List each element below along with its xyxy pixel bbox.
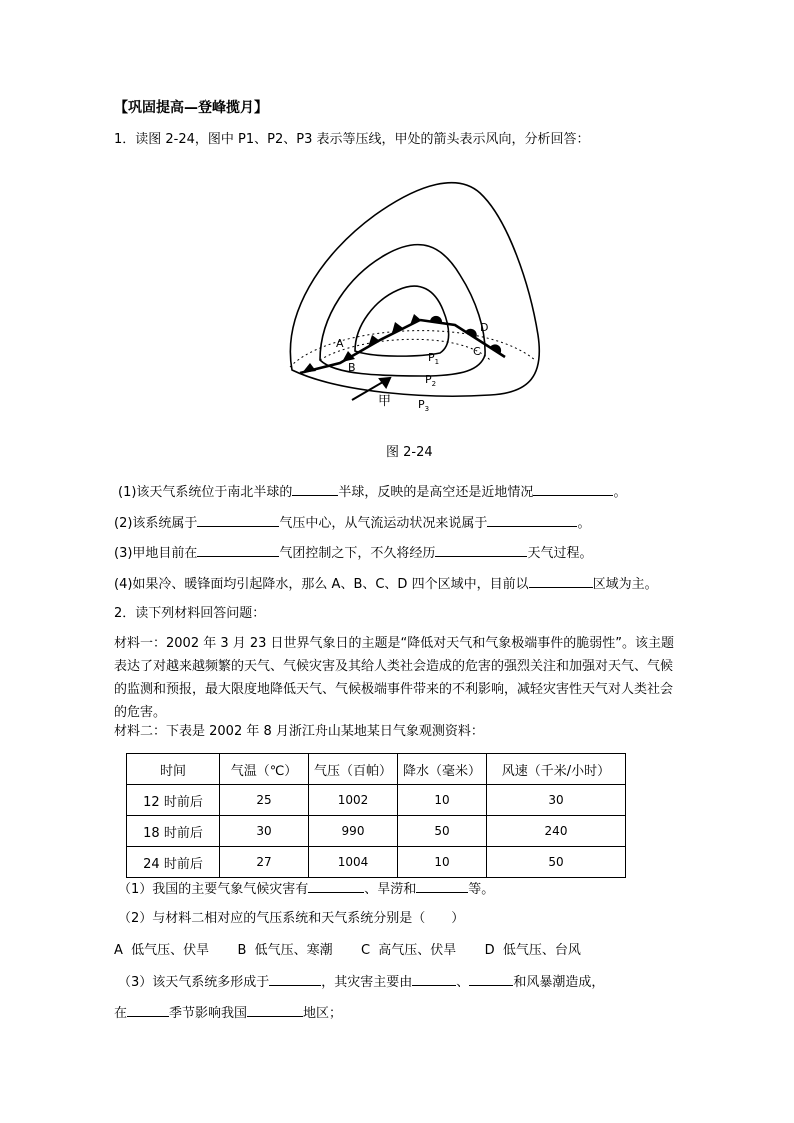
question-1-stem: 1．读图 2-24，图中 P1、P2、P3 表示等压线，甲处的箭头表示风向，分析回答： bbox=[114, 132, 590, 147]
region-label-a: A bbox=[336, 337, 344, 350]
q2-sub3-text-e: 在 bbox=[114, 1006, 128, 1021]
table-cell: 1004 bbox=[309, 847, 398, 878]
q1-sub2 bbox=[114, 513, 590, 533]
q2-sub1-text-a: （1）我国的主要气象气候灾害有 bbox=[118, 882, 309, 897]
isobar-label-p1: $P_1$ bbox=[428, 351, 440, 366]
q1-sub1 bbox=[118, 482, 626, 502]
q1-sub4 bbox=[114, 574, 658, 594]
q1-sub1-text-b: 半球，反映的是高空还是近地情况 bbox=[338, 485, 534, 500]
question-2-stem: 2．读下列材料回答问题： bbox=[114, 606, 266, 621]
answer-blank[interactable] bbox=[469, 972, 513, 986]
q2-sub3-text-g: 地区； bbox=[303, 1006, 343, 1021]
table-header: 时间 bbox=[127, 754, 220, 785]
table-header: 风速（千米/小时） bbox=[487, 754, 626, 785]
table-cell: 990 bbox=[309, 816, 398, 847]
region-label-b: B bbox=[348, 361, 356, 374]
table-cell: 50 bbox=[398, 816, 487, 847]
table-cell: 24 时前后 bbox=[127, 847, 220, 878]
q1-sub4-text-a: (4)如果冷、暖锋面均引起降水，那么 A、B、C、D 四个区域中，目前以 bbox=[114, 577, 529, 592]
table-cell: 27 bbox=[220, 847, 309, 878]
q2-sub2: （2）与材料二相对应的气压系统和天气系统分别是（ ） bbox=[118, 911, 465, 926]
table-cell: 25 bbox=[220, 785, 309, 816]
q2-sub3-text-d: 和风暴潮造成， bbox=[513, 975, 605, 990]
material-2: 材料二：下表是 2002 年 8 月浙江舟山某地某日气象观测资料： bbox=[114, 724, 484, 739]
table-cell: 30 bbox=[487, 785, 626, 816]
region-label-c: C bbox=[473, 345, 481, 358]
q1-sub3-text-c: 天气过程。 bbox=[527, 546, 593, 561]
table-cell: 12 时前后 bbox=[127, 785, 220, 816]
answer-blank[interactable] bbox=[127, 1003, 169, 1017]
isobar-label-p2: $P_2$ bbox=[425, 373, 437, 388]
q1-sub2-text-b: 气压中心，从气流运动状况来说属于 bbox=[279, 516, 488, 531]
wind-arrow-head bbox=[380, 378, 390, 387]
isobar-label-p3: $P_3$ bbox=[418, 398, 430, 413]
answer-blank[interactable] bbox=[292, 482, 338, 496]
section-title: 【巩固提高—登峰揽月】 bbox=[114, 100, 268, 116]
answer-blank[interactable] bbox=[487, 513, 577, 527]
q1-sub4-text-b: 区域为主。 bbox=[592, 577, 658, 592]
answer-blank[interactable] bbox=[308, 879, 364, 893]
table-row bbox=[127, 847, 626, 878]
table-row bbox=[127, 785, 626, 816]
table-cell: 10 bbox=[398, 785, 487, 816]
q2-sub1-text-b: 、旱涝和 bbox=[364, 882, 417, 897]
option-a[interactable]: A 低气压、伏旱 bbox=[114, 943, 210, 958]
q2-sub3-text-b: ，其灾害主要由 bbox=[321, 975, 413, 990]
table-cell: 50 bbox=[487, 847, 626, 878]
q1-sub1-text-c: 。 bbox=[613, 485, 627, 500]
q1-sub2-text-c: 。 bbox=[577, 516, 591, 531]
answer-blank[interactable] bbox=[529, 574, 593, 588]
option-c[interactable]: C 高气压、伏旱 bbox=[360, 943, 457, 958]
table-row bbox=[127, 816, 626, 847]
answer-blank[interactable] bbox=[269, 972, 321, 986]
answer-blank[interactable] bbox=[412, 972, 456, 986]
table-cell: 240 bbox=[487, 816, 626, 847]
q2-sub3-line1 bbox=[118, 972, 604, 992]
table-header: 降水（毫米） bbox=[398, 754, 487, 785]
table-header: 气温（℃） bbox=[220, 754, 309, 785]
answer-blank[interactable] bbox=[435, 543, 527, 557]
answer-blank[interactable] bbox=[247, 1003, 303, 1017]
answer-blank[interactable] bbox=[416, 879, 468, 893]
q1-sub3-text-a: (3)甲地目前在 bbox=[114, 546, 198, 561]
answer-blank[interactable] bbox=[197, 513, 279, 527]
observation-table bbox=[126, 753, 626, 878]
option-b[interactable]: B 低气压、寒潮 bbox=[237, 943, 333, 958]
cold-front-symbol bbox=[368, 335, 380, 347]
answer-blank[interactable] bbox=[197, 543, 279, 557]
answer-blank[interactable] bbox=[533, 482, 613, 496]
q2-sub3-line2 bbox=[114, 1003, 342, 1023]
material-1: 材料一：2002 年 3 月 23 日世界气象日的主题是“降低对天气和气象极端事件的脆弱性”。该主题表达了对越来越频繁的天气、气候灾害及其给人类社会造成的危害的强烈关注和加强对天气、气候的监测和预报，最大限度地降低天气、气候极端事件带来的不利影响，减轻灾害性天气对人类社会的危害。 bbox=[114, 636, 675, 720]
q2-sub3-text-a: （3）该天气系统多形成于 bbox=[118, 975, 270, 990]
option-d[interactable]: D 低气压、台风 bbox=[484, 943, 581, 958]
q2-sub3-text-f: 季节影响我国 bbox=[169, 1006, 248, 1021]
q2-sub3-text-c: 、 bbox=[456, 975, 470, 990]
pressure-system-figure bbox=[280, 175, 542, 415]
region-label-d: D bbox=[480, 321, 489, 334]
table-cell: 10 bbox=[398, 847, 487, 878]
q2-sub1 bbox=[118, 879, 494, 899]
q1-sub1-text-a: (1)该天气系统位于南北半球的 bbox=[118, 485, 293, 500]
table-cell: 30 bbox=[220, 816, 309, 847]
table-cell: 1002 bbox=[309, 785, 398, 816]
q1-sub2-text-a: (2)该系统属于 bbox=[114, 516, 198, 531]
isobar-p3 bbox=[290, 183, 539, 396]
q2-options bbox=[114, 942, 581, 960]
location-label-jia: 甲 bbox=[378, 394, 392, 409]
figure-caption: 图 2-24 bbox=[386, 445, 433, 460]
q1-sub3-text-b: 气团控制之下，不久将经历 bbox=[279, 546, 436, 561]
table-cell: 18 时前后 bbox=[127, 816, 220, 847]
q2-sub1-text-c: 等。 bbox=[468, 882, 495, 897]
table-header: 气压（百帕） bbox=[309, 754, 398, 785]
q1-sub3 bbox=[114, 543, 592, 563]
cold-front-symbol bbox=[302, 363, 316, 373]
table-header-row bbox=[127, 754, 626, 785]
